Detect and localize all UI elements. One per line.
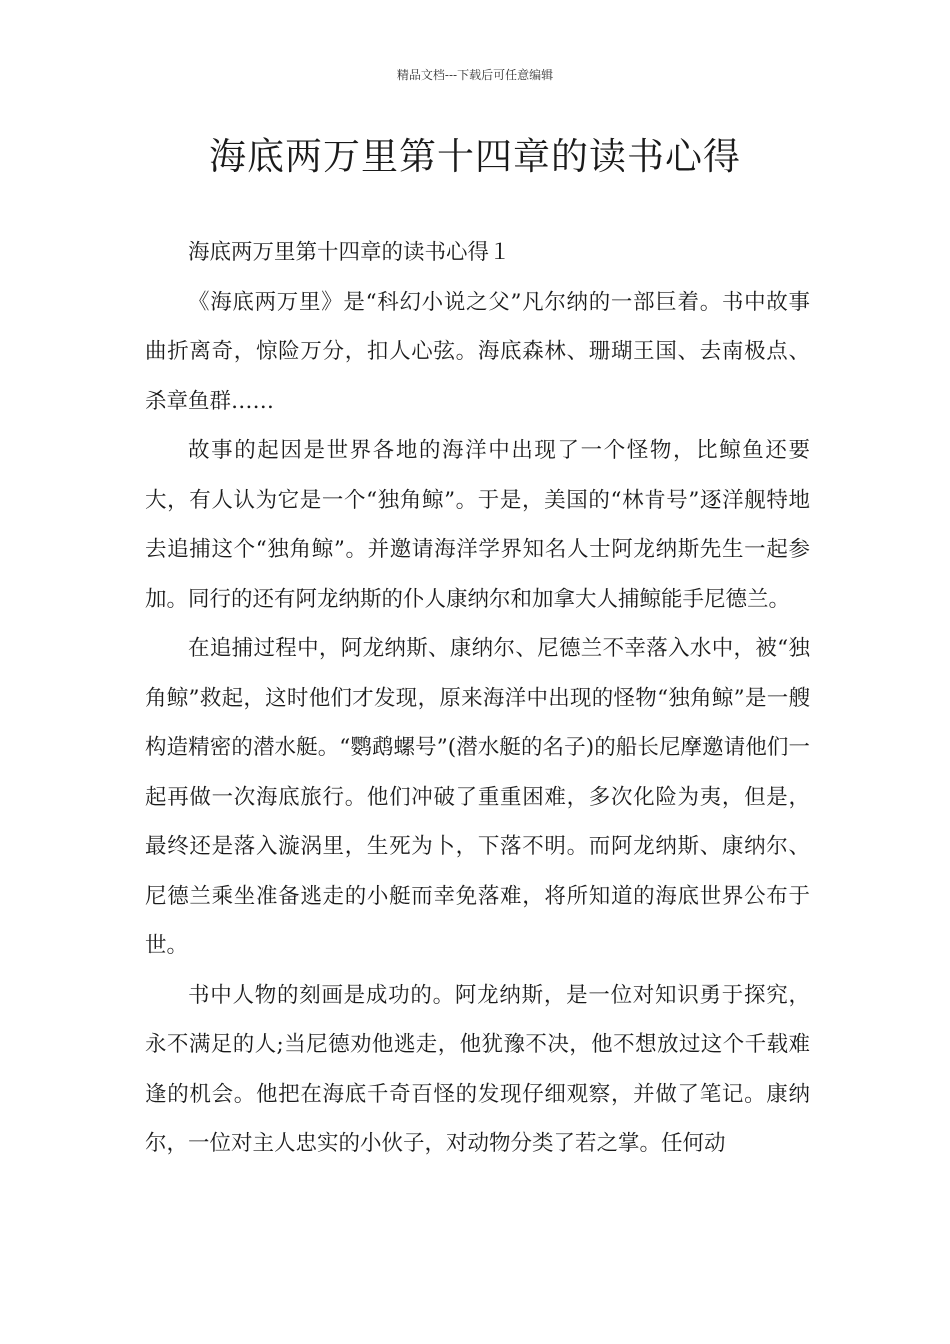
paragraph: 故事的起因是世界各地的海洋中出现了一个怪物，比鲸鱼还要大，有人认为它是一个“独角鲸”。于是，美国的“林肯号”逐洋舰特地去追捕这个“独角鲸”。并邀请海洋学界知名人士阿龙纳斯先生一起参加。同行的还有阿龙纳斯的仆人康纳尔和加拿大人捕鲸能手尼德兰。	[145, 438, 810, 612]
document-title: 海底两万里第十四章的读书心得	[209, 135, 741, 178]
paragraph: 在追捕过程中，阿龙纳斯、康纳尔、尼德兰不幸落入水中，被“独角鲸”救起，这时他们才发现，原来海洋中出现的怪物“独角鲸”是一艘构造精密的潜水艇。“鹦鹉螺号”(潜水艇的名子)的船长尼摩邀请他们一起再做一次海底旅行。他们冲破了重重困难，多次化险为夷，但是，最终还是落入漩涡里，生死为卜，下落不明。而阿龙纳斯、康纳尔、尼德兰乘坐准备逃走的小艇而幸免落难，将所知道的海底世界公布于世。	[145, 636, 810, 958]
paragraph: 《海底两万里》是“科幻小说之父”凡尔纳的一部巨着。书中故事曲折离奇，惊险万分，扣人心弦。海底森林、珊瑚王国、去南极点、杀章鱼群……	[145, 289, 810, 414]
document-body	[145, 228, 810, 1169]
header-note: 精品文档---下载后可任意编辑	[396, 68, 554, 82]
paragraph: 书中人物的刻画是成功的。阿龙纳斯，是一位对知识勇于探究，永不满足的人;当尼德劝他逃走，他犹豫不决，他不想放过这个千载难逢的机会。他把在海底千奇百怪的发现仔细观察，并做了笔记。康纳尔，一位对主人忠实的小伙子，对动物分类了若之掌。任何动	[145, 982, 810, 1156]
section-subtitle: 海底两万里第十四章的读书心得１	[188, 240, 511, 265]
